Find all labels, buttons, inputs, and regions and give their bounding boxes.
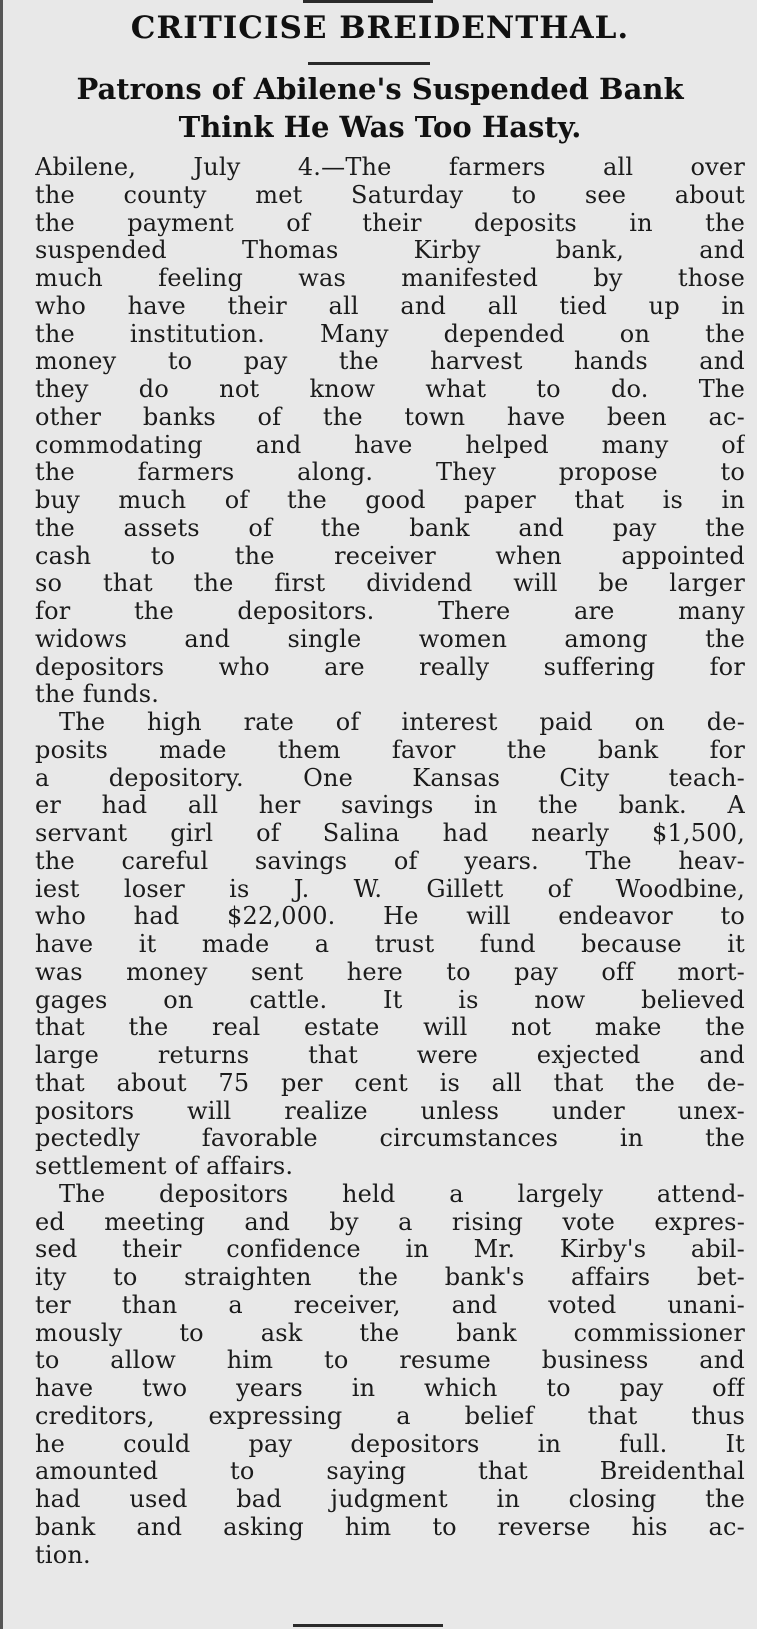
article-line: buy much of the good paper that is in [35,487,745,514]
article-line: large returns that were exjected and [35,1042,745,1069]
article-line: positors will realize unless under unex- [35,1097,745,1125]
article-line: ed meeting and by a rising vote expres- [35,1208,745,1236]
bottom-rule [293,1624,443,1627]
article-line: the county met Saturday to see about [35,181,745,209]
article-line: for the depositors. There are many [35,598,745,625]
subheadline-line: Think He Was Too Hasty. [178,110,582,144]
article-line: settlement of affairs. [35,1153,294,1180]
article-line: he could pay depositors in full. It [35,1430,745,1458]
article-body [35,154,745,1569]
article-line: to allow him to resume business and [35,1347,745,1375]
article-line: iest loser is J. W. Gillett of Woodbine, [35,875,745,903]
article-line: who had $22,000. He will endeavor to [35,903,745,931]
article-line: other banks of the town have been ac- [35,403,745,431]
headline: CRITICISE BREIDENTHAL. [130,10,630,46]
article-line: sed their confidence in Mr. Kirby's abil- [35,1236,745,1264]
article-line: that the real estate will not make the [35,1014,745,1042]
article-line: er had all her savings in the bank. A [35,792,745,820]
article-line: ter than a receiver, and voted unani- [35,1291,745,1319]
article-line: posits made them favor the bank for [35,736,745,764]
article-line: bank and asking him to reverse his ac- [35,1513,745,1541]
article-line: servant girl of Salina had nearly $1,500, [35,820,745,847]
article-line: mously to ask the bank commissioner [35,1319,745,1347]
subheadline [13,70,747,146]
article-line: suspended Thomas Kirby bank, and [35,237,745,265]
article-line: amounted to saying that Breidenthal [35,1458,745,1486]
article-line: The high rate of interest paid on de- [59,709,745,736]
article-line: the institution. Many depended on the [35,320,745,348]
article-line: who have their all and all tied up in [35,292,745,320]
article-line: much feeling was manifested by those [35,265,745,292]
article-line: was money sent here to pay off mort- [35,958,745,986]
article-line: Abilene, July 4.—The farmers all over [35,154,745,181]
article-line: pectedly favorable circumstances in the [35,1125,745,1153]
article-line: a depository. One Kansas City teach- [35,764,745,792]
article-line: creditors, expressing a belief that thus [35,1402,745,1430]
article-line: had used bad judgment in closing the [35,1486,745,1513]
subheadline-line: Patrons of Abilene's Suspended Bank [76,72,684,106]
article-line: have two years in which to pay off [35,1375,745,1402]
article-line: the payment of their deposits in the [35,209,745,237]
article-line: cash to the receiver when appointed [35,542,745,570]
article-line: the farmers along. They propose to [35,459,745,487]
article-line: the assets of the bank and pay the [35,514,745,542]
article-line: commodating and have helped many of [35,431,745,459]
article-line: have it made a trust fund because it [35,931,745,958]
article-line: they do not know what to do. The [35,376,745,403]
article-line: the careful savings of years. The heav- [35,847,745,875]
article-line: ity to straighten the bank's affairs bet- [35,1264,745,1291]
article-line: tion. [35,1541,91,1569]
article-line: gages on cattle. It is now believed [35,986,745,1014]
article-line: money to pay the harvest hands and [35,348,745,376]
article-line: depositors who are really suffering for [35,653,745,681]
article-line: widows and single women among the [35,625,745,653]
headline-rule [308,62,430,65]
article-line: that about 75 per cent is all that the de- [35,1069,745,1097]
top-rule [303,0,433,3]
article-line: The depositors held a largely attend- [59,1180,745,1208]
article-line: the funds. [35,681,160,709]
article-line: so that the first dividend will be larger [35,570,745,598]
